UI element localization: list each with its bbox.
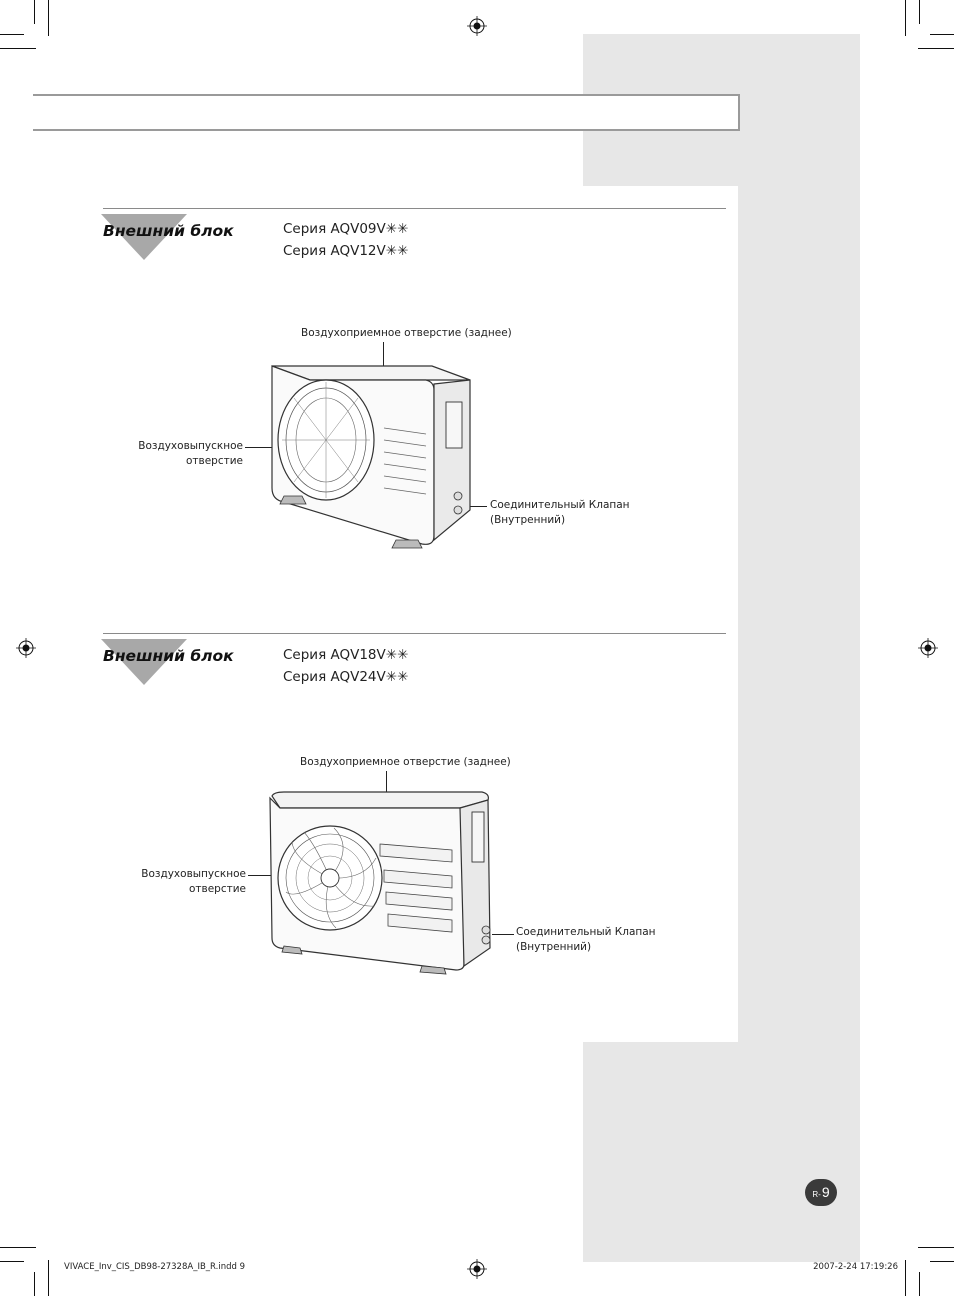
crop-mark	[905, 0, 906, 36]
page-number-badge	[805, 1179, 837, 1206]
valve-label-2b: (Внутренний)	[516, 941, 592, 953]
registration-mark-icon	[918, 638, 938, 658]
gray-band-right	[738, 186, 860, 1042]
intake-label-1: Воздухоприемное отверстие (заднее)	[301, 327, 512, 339]
crop-mark	[919, 0, 920, 24]
registration-mark-icon	[467, 16, 487, 36]
crop-mark	[0, 1247, 36, 1248]
gray-band-bottom	[583, 1042, 860, 1262]
section-title-1: Внешний блок	[103, 222, 234, 240]
crop-mark	[34, 0, 35, 24]
outlet-label-1b: отверстие	[185, 455, 243, 467]
outlet-label-2a: Воздуховыпускное	[141, 868, 246, 880]
crop-mark	[919, 1272, 920, 1296]
registration-mark-icon	[467, 1259, 487, 1279]
outdoor-unit-small-illustration	[262, 360, 477, 552]
series-line-1b: Серия AQV12V✳✳	[283, 243, 409, 259]
valve-label-1b: (Внутренний)	[490, 514, 566, 526]
crop-mark	[34, 1272, 35, 1296]
registration-mark-icon	[16, 638, 36, 658]
crop-mark	[918, 1247, 954, 1248]
outlet-label-1a: Воздуховыпускное	[138, 440, 243, 452]
section-title-2: Внешний блок	[103, 647, 234, 665]
crop-mark	[930, 1261, 954, 1262]
section-rule-1	[103, 208, 726, 209]
crop-mark	[930, 34, 954, 35]
outlet-label-2b: отверстие	[188, 883, 246, 895]
crop-mark	[0, 1261, 24, 1262]
valve-label-2a: Соединительный Клапан	[516, 926, 656, 938]
series-line-2a: Серия AQV18V✳✳	[283, 647, 409, 663]
crop-mark	[905, 1260, 906, 1296]
footer-timestamp: 2007-2-24 17:19:26	[813, 1262, 898, 1272]
crop-mark	[48, 0, 49, 36]
crop-mark	[918, 48, 954, 49]
valve-label-1a: Соединительный Клапан	[490, 499, 630, 511]
crop-mark	[48, 1260, 49, 1296]
crop-mark	[0, 48, 36, 49]
crop-mark	[0, 34, 24, 35]
section-rule-2	[103, 633, 726, 634]
header-box	[33, 94, 740, 131]
footer-file: VIVACE_Inv_CIS_DB98-27328A_IB_R.indd 9	[64, 1262, 245, 1272]
series-line-1a: Серия AQV09V✳✳	[283, 221, 409, 237]
series-line-2b: Серия AQV24V✳✳	[283, 669, 409, 685]
page-prefix: R-	[812, 1190, 821, 1199]
intake-label-2: Воздухоприемное отверстие (заднее)	[300, 756, 511, 768]
page-number: 9	[821, 1184, 830, 1200]
outdoor-unit-large-illustration	[264, 788, 496, 978]
